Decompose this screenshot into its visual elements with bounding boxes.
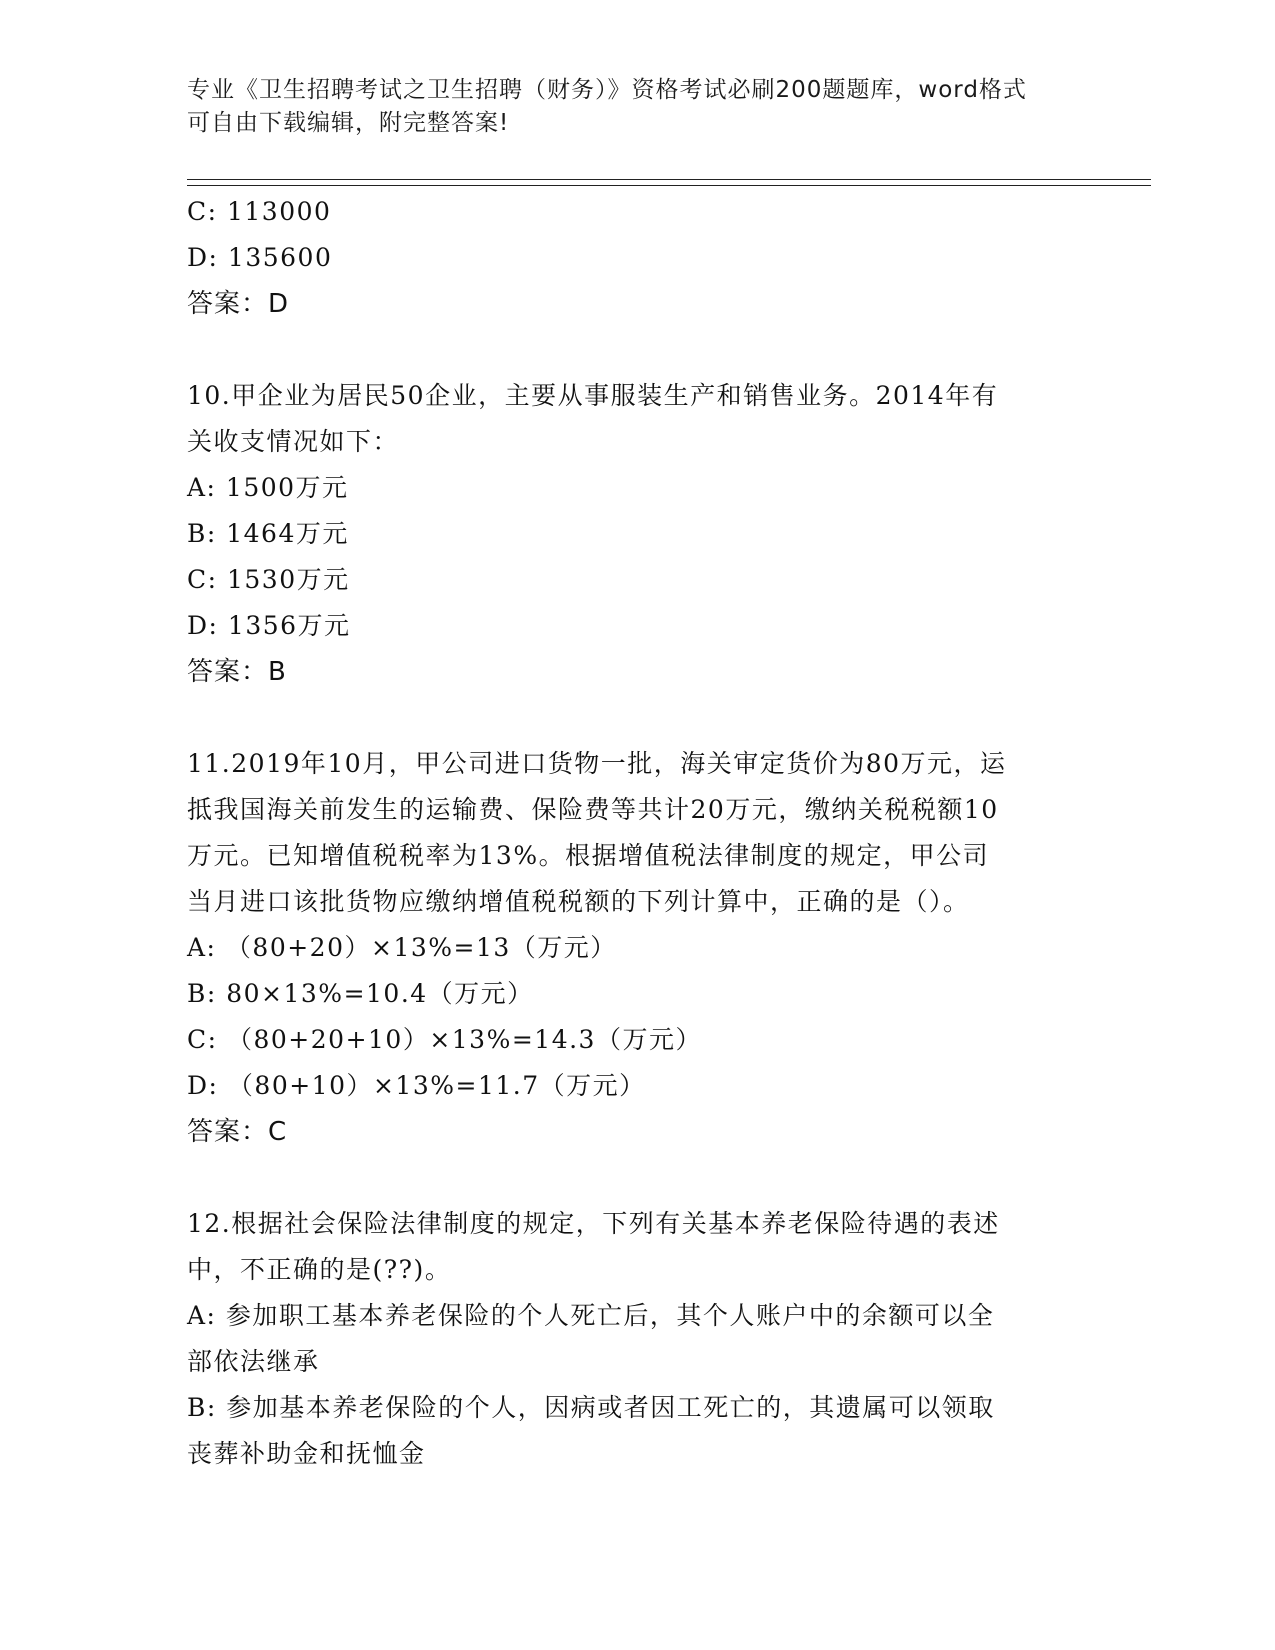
option-b: B: 参加基本养老保险的个人，因病或者因工死亡的，其遗属可以领取 bbox=[187, 1393, 995, 1422]
option-a: A: 参加职工基本养老保险的个人死亡后，其个人账户中的余额可以全 bbox=[187, 1301, 995, 1330]
option-a: A: （80+20）×13%=13（万元） bbox=[187, 933, 617, 962]
spacer bbox=[187, 1155, 1087, 1201]
answer-label: 答案：C bbox=[187, 1117, 288, 1147]
question-text-line: 中，不正确的是(??)。 bbox=[187, 1255, 452, 1284]
question-text-line: 万元。已知增值税税率为13%。根据增值税法律制度的规定，甲公司 bbox=[187, 841, 990, 870]
spacer bbox=[187, 695, 1087, 741]
question-text-line: 11.2019年10月，甲公司进口货物一批，海关审定货价为80万元，运 bbox=[187, 749, 1007, 778]
header-line-1: 专业《卫生招聘考试之卫生招聘（财务）》资格考试必刷200题题库，word格式 bbox=[187, 77, 1027, 103]
question-text-line: 12.根据社会保险法律制度的规定，下列有关基本养老保险待遇的表述 bbox=[187, 1209, 1000, 1238]
option-c: C: 113000 bbox=[187, 197, 332, 226]
option-b: B: 1464万元 bbox=[187, 519, 349, 548]
header-divider-bottom bbox=[187, 185, 1151, 186]
question-10 bbox=[187, 373, 1087, 695]
header-line-2: 可自由下载编辑，附完整答案! bbox=[187, 110, 510, 136]
question-11 bbox=[187, 741, 1087, 1155]
question-text-line: 当月进口该批货物应缴纳增值税税额的下列计算中，正确的是（）。 bbox=[187, 887, 970, 916]
answer-label: 答案：D bbox=[187, 289, 290, 319]
header-divider-top bbox=[187, 179, 1151, 180]
option-d: D: 1356万元 bbox=[187, 611, 351, 640]
question-12 bbox=[187, 1201, 1087, 1477]
document-body bbox=[187, 189, 1087, 1477]
option-c: C: （80+20+10）×13%=14.3（万元） bbox=[187, 1025, 702, 1054]
option-d: D: （80+10）×13%=11.7（万元） bbox=[187, 1071, 646, 1100]
question-text-line: 关收支情况如下： bbox=[187, 427, 400, 456]
spacer bbox=[187, 327, 1087, 373]
option-b-continued: 丧葬补助金和抚恤金 bbox=[187, 1439, 426, 1468]
answer-label: 答案：B bbox=[187, 657, 287, 687]
question-text-line: 10.甲企业为居民50企业，主要从事服装生产和销售业务。2014年有 bbox=[187, 381, 999, 410]
document-header bbox=[187, 74, 1067, 140]
option-c: C: 1530万元 bbox=[187, 565, 350, 594]
option-b: B: 80×13%=10.4（万元） bbox=[187, 979, 534, 1008]
question-9-tail bbox=[187, 189, 1087, 327]
option-d: D: 135600 bbox=[187, 243, 333, 272]
option-a-continued: 部依法继承 bbox=[187, 1347, 320, 1376]
question-text-line: 抵我国海关前发生的运输费、保险费等共计20万元，缴纳关税税额10 bbox=[187, 795, 999, 824]
option-a: A: 1500万元 bbox=[187, 473, 349, 502]
